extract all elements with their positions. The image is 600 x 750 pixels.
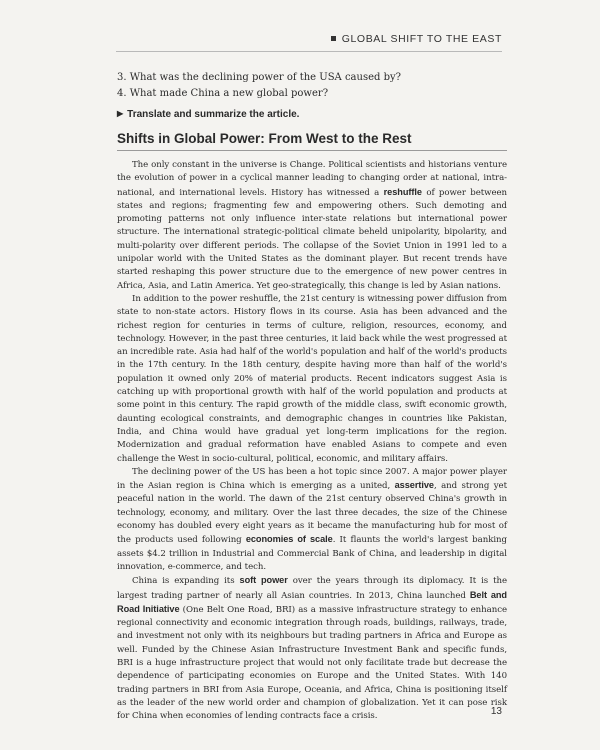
paragraph-text: The only constant in the universe is Change. Political scientists and historians venture the evolution of power in a cyclical manner leading to changing order at national, intra-national, and international levels. History has witnessed a (117, 160, 507, 198)
key-term: Belt and Road Initiative (117, 589, 507, 614)
paragraph-text: . It flaunts the world's largest banking assets $4.2 trillion in Industrial and Commercial Bank of China, and leadership in digital innovation, e-commerce, and tech. (117, 535, 507, 572)
article-paragraph (117, 159, 507, 293)
article-paragraph (117, 293, 507, 466)
key-term: reshuffle (383, 186, 422, 197)
article-body (117, 159, 507, 723)
running-title: GLOBAL SHIFT TO THE EAST (341, 33, 502, 45)
paragraph-text: In addition to the power reshuffle, the 21st century is witnessing power diffusion from state to non-state actors. History flows in its course. Asia has been advanced and the richest region for centuries in terms of culture, religion, resources, economy, and technology. However, in the past three centuries, it laid back while the west progressed at an incredible rate. Asia had half of the world's population and half of the world's products in the 17th century. In the 18th century, despite having more than half of the world's population it owned only 20% of material products. Recent indicators suggest Asia is catching up with proportional growth with half of the world population and products at some point in this century. The rapid growth of the middle class, swift economic growth, daunting ecological constraints, and demographic changes in countries like Pakistan, India, and China would have gradual yet long-term implications for the region. Modernization and gradual reformation have enabled Asians to compete and even challenge the West in socio-cultural, political, economic, and military affairs. (117, 293, 508, 464)
key-term: soft power (239, 575, 288, 586)
key-term: economies of scale (245, 534, 333, 545)
task-instruction (117, 109, 299, 120)
square-bullet-icon (331, 36, 336, 41)
paragraph-text: China is expanding its (132, 576, 240, 587)
instruction-text: Translate and summarize the article. (127, 109, 300, 120)
paragraph-text: , and strong yet peaceful nation in the world. The dawn of the 21st century observed China's growth in technology, economy, and military. Over the last three decades, the size of the Chinese economy has doubled every eight years as it became the manufacturing hub for most of the products used following (117, 481, 507, 546)
paragraph-text: over the years through its diplomacy. It is the largest trading partner of nearly all Asian countries. In 2013, China launched (117, 576, 507, 601)
article-title: Shifts in Global Power: From West to the Rest (117, 131, 412, 146)
article-paragraph (117, 574, 507, 723)
key-term: assertive (394, 480, 434, 491)
header-divider (116, 51, 502, 52)
paragraph-text: The declining power of the US has been a hot topic since 2007. A major power player in the Asian region is China which is emerging as a united, (117, 466, 507, 492)
article-paragraph (117, 466, 507, 574)
question-list (117, 70, 507, 102)
paragraph-text: of power between states and regions; fragmenting few and empowering others. Such demoting and promoting patterns not only influence inter-state relations but international power structure. The international strategic-political climate beheld unipolarity, bipolarity, and multi-polarity over different periods. The collapse of the Soviet Union in 1991 led to a unipolar world with the United States as the dominant player. But recent trends have started reshaping this power structure due to the emergence of new power centres in Africa, Asia, and Latin America. Yet geo-strategically, this change is led by Asian nations. (117, 187, 508, 291)
question-item: 4. What made China a new global power? (117, 88, 329, 99)
question-item: 3. What was the declining power of the USA caused by? (117, 72, 401, 83)
triangle-bullet-icon: ▶ (117, 109, 124, 118)
paragraph-text: (One Belt One Road, BRI) as a massive infrastructure strategy to enhance regional connectivity and economic integration through roads, buildings, railways, trade, and investment not only with its neighbours but trading partners in Africa and Europe as well. Funded by the Chinese Asian Infrastructure Investment Bank and specific funds, BRI is a huge infrastructure project that would not only facilitate trade but decrease the dependence of participating economies on Europe and the United States. With 140 trading partners in BRI from Asia Europe, Oceania, and Africa, China is positioning itself as the leader of the new world order and champion of globalization. Yet it can pose risk for China when economies of lending contracts face a crisis. (117, 604, 508, 722)
running-header (331, 33, 502, 45)
page-number: 13 (490, 706, 502, 717)
title-divider (117, 150, 507, 151)
